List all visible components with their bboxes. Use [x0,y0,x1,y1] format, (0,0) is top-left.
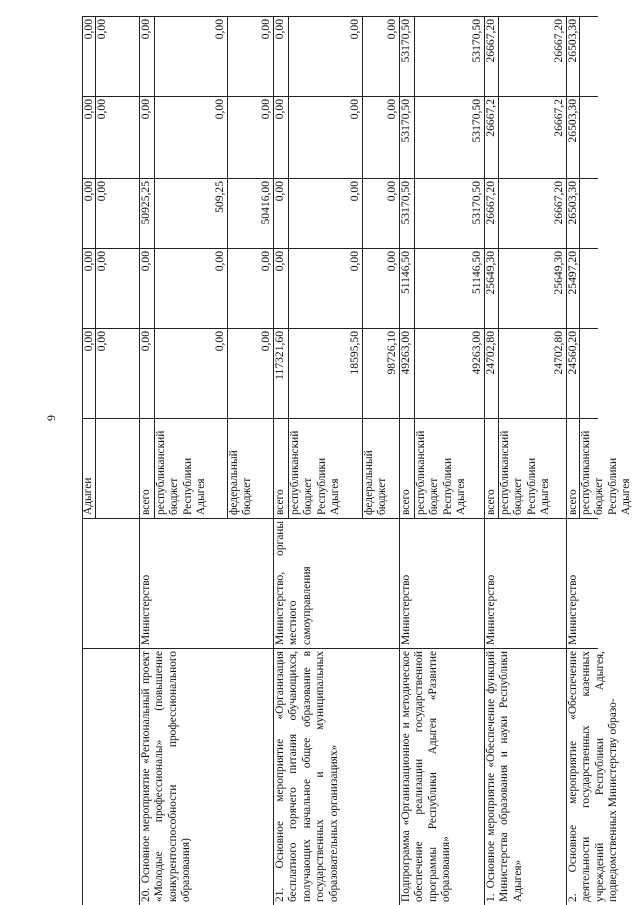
budget-value: 0,00 [95,181,108,202]
budget-source: республиканский бюджет Республики Адыгея [415,430,468,515]
budget-value: 18595,50 [348,331,361,375]
budget-value: 25649,30 [552,251,565,295]
budget-value: 0,00 [259,19,272,40]
program-name: Подпрограмма «Организационное и методическое обеспечение реализации государственной программы Республики Адыгея «Развитие образования» [400,651,453,902]
executor: Министерство [140,574,152,645]
budget-value: 117321,60 [273,331,286,380]
budget-value: 0,00 [348,19,361,40]
page-number: 9 [44,415,58,421]
budget-source: всего [140,489,152,515]
budget-value: 0,00 [385,19,398,40]
budget-value: 51146,50 [399,251,412,295]
program-name: 21. Основное мероприятие «Организация бесплатного горячего питания обучающихся, получающих начальное общее образование в государственных и муниципальных образовательных организациях» [274,651,340,902]
budget-value: 49263,00 [470,331,483,375]
budget-source: федеральный бюджет [363,450,389,515]
budget-value: 0,00 [95,251,108,272]
budget-value: 0,00 [82,181,95,202]
budget-value: 0,00 [139,331,152,352]
budget-value: 0,00 [385,251,398,272]
budget-table [70,0,633,905]
budget-value: 0,00 [273,99,286,120]
budget-value: 26667,2 [484,99,497,137]
budget-value: 25649,30 [484,251,497,295]
budget-value: 0,00 [385,181,398,202]
budget-value: 0,00 [213,251,226,272]
budget-value: 0,00 [348,99,361,120]
budget-source: всего [274,489,286,515]
budget-value: 0,00 [213,331,226,352]
budget-source: всего [400,489,412,515]
budget-value: 0,00 [95,99,108,120]
budget-value: 53170,50 [399,19,412,63]
budget-value: 0,00 [82,19,95,40]
program-name: 20. Основное мероприятие «Региональный проект «Молодые профессионалы» (повышение конкурентоспособности профессионального образования) [140,651,193,902]
executor: Министерство [567,574,579,645]
budget-source: Адыгеи [82,477,94,515]
budget-value: 50416,00 [259,181,272,225]
budget-value: 0,00 [259,331,272,352]
budget-value: 26667,20 [552,19,565,63]
budget-value: 0,00 [82,251,95,272]
budget-value: 0,00 [259,99,272,120]
executor: Министерство [485,574,497,645]
budget-value: 0,00 [213,99,226,120]
budget-value: 0,00 [95,331,108,352]
budget-source: всего [485,489,497,515]
budget-value: 0,00 [213,19,226,40]
budget-value: 24702,80 [484,331,497,375]
budget-value: 26503,30 [566,19,579,63]
budget-value: 0,00 [348,181,361,202]
executor: Министерство [400,574,412,645]
budget-value: 50925,25 [139,181,152,225]
budget-source: республиканский бюджет Республики Адыгея [580,430,633,515]
budget-value: 25497,20 [566,251,579,295]
program-name: 1. Основное мероприятие «Обеспечение функций Министерства образования и науки Республики Адыгея» [485,651,524,902]
budget-value: 51146,50 [470,251,483,295]
budget-value: 53170,50 [399,99,412,143]
budget-value: 0,00 [139,19,152,40]
budget-value: 0,00 [385,99,398,120]
executor: Министерство, органы местного самоуправления [274,521,313,645]
budget-value: 0,00 [82,99,95,120]
budget-value: 0,00 [273,181,286,202]
budget-source: всего [567,489,579,515]
budget-value: 26667,20 [484,181,497,225]
budget-value: 26503,30 [566,181,579,225]
budget-value: 0,00 [82,331,95,352]
budget-value: 26503,30 [566,99,579,143]
budget-value: 26667,2 [552,99,565,137]
budget-value: 53170,50 [399,181,412,225]
budget-value: 26667,20 [552,181,565,225]
budget-value: 0,00 [139,251,152,272]
budget-value: 53170,50 [470,19,483,63]
budget-value: 0,00 [273,251,286,272]
budget-source: республиканский бюджет Республики Адыгея [289,430,342,515]
budget-value: 0,00 [348,251,361,272]
budget-source: федеральный бюджет [228,450,254,515]
program-name: 2. Основное мероприятие «Обеспечение деятельности государственных казенных учреждений Республики Адыгея, подведомственных Министерству образо- [567,651,620,902]
budget-value: 49263,00 [399,331,412,375]
budget-source: республиканский бюджет Республики Адыгея [499,430,552,515]
budget-value: 24702,80 [552,331,565,375]
budget-value: 0,00 [139,99,152,120]
budget-value: 509,25 [213,181,226,213]
budget-value: 53170,50 [470,99,483,143]
budget-value: 0,00 [259,251,272,272]
budget-value: 0,00 [273,19,286,40]
budget-value: 98726,10 [385,331,398,375]
budget-value: 53170,50 [470,181,483,225]
budget-value: 24560,20 [566,331,579,375]
budget-value: 0,00 [95,19,108,40]
budget-source: республиканский бюджет Республики Адыгея [155,430,208,515]
budget-value: 26667,20 [484,19,497,63]
